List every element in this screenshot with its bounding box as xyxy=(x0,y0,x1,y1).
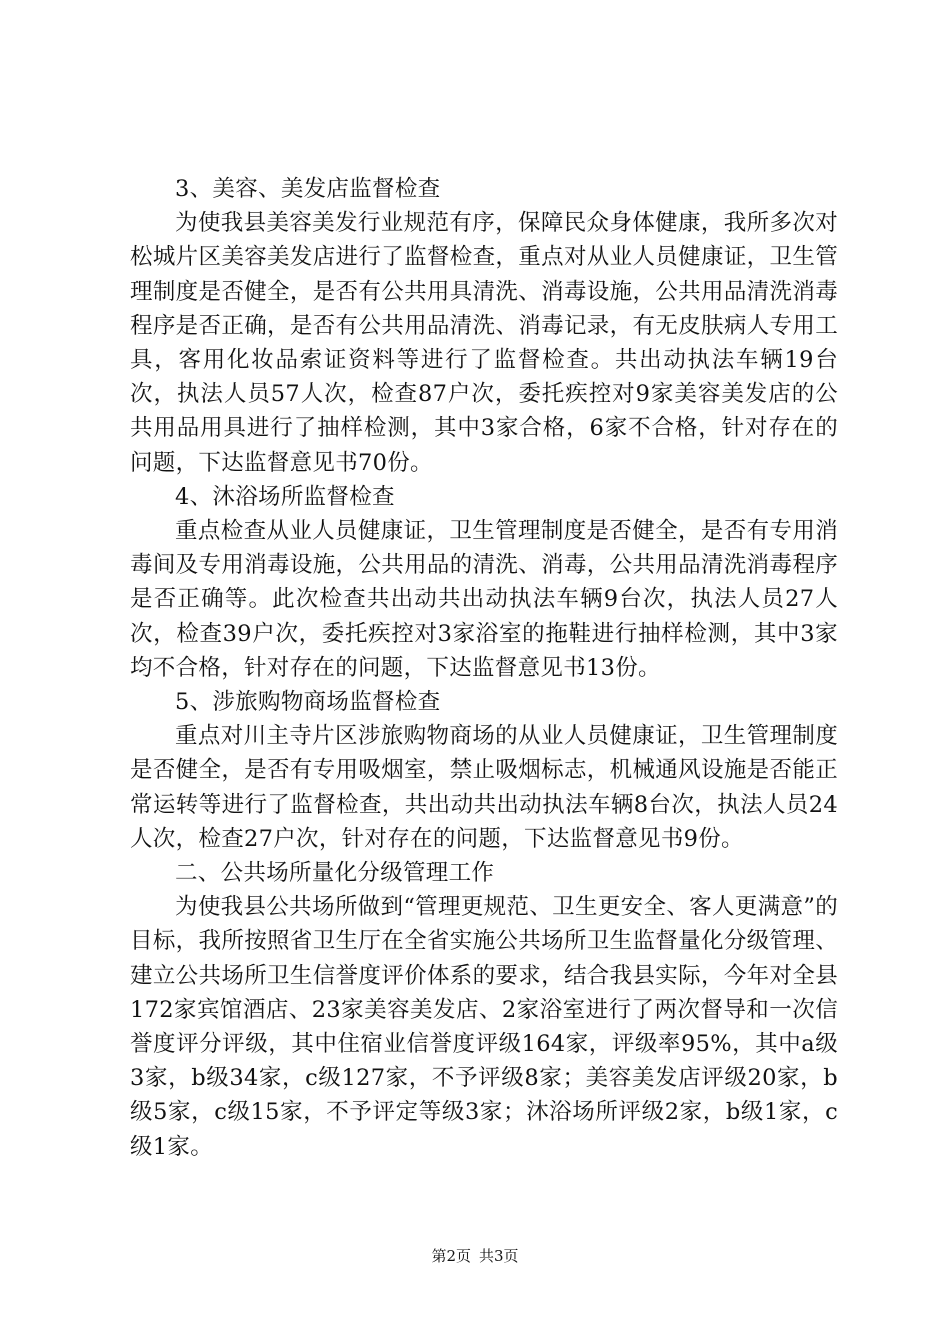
document-body xyxy=(130,172,838,1164)
section-heading-bathing: 4、沐浴场所监督检查 xyxy=(175,483,395,510)
paragraph-shopping-mall: 重点对川主寺片区涉旅购物商场的从业人员健康证，卫生管理制度是否健全，是否有专用吸烟室，禁止吸烟标志，机械通风设施是否能正常运转等进行了监督检查，共出动共出动执法车辆8台次，执法人员24人次，检查27户次，针对存在的问题，下达监督意见书9份。 xyxy=(130,723,838,852)
section-heading-quantified-grading: 二、公共场所量化分级管理工作 xyxy=(175,860,495,887)
paragraph-quantified-grading: 为使我县公共场所做到“管理更规范、卫生更安全、客人更满意”的目标，我所按照省卫生厅在全省实施公共场所卫生监督量化分级管理、建立公共场所卫生信誉度评价体系的要求，结合我县实际，今年对全县172家宾馆酒店、23家美容美发店、2家浴室进行了两次督导和一次信誉度评分评级，其中住宿业信誉度评级164家，评级率95%，其中a级3家，b级34家，c级127家，不予评级8家；美容美发店评级20家，b级5家，c级15家，不予评定等级3家；沐浴场所评级2家，b级1家，c级1家。 xyxy=(130,894,838,1160)
page-number-total: 共3页 xyxy=(479,1247,519,1265)
page-footer xyxy=(0,1246,950,1266)
paragraph-bathing: 重点检查从业人员健康证，卫生管理制度是否健全，是否有专用消毒间及专用消毒设施，公共用品的清洗、消毒，公共用品清洗消毒程序是否正确等。此次检查共出动共出动执法车辆9台次，执法人员27人次，检查39户次，委托疾控对3家浴室的拖鞋进行抽样检测，其中3家均不合格，针对存在的问题，下达监督意见书13份。 xyxy=(130,518,838,681)
page-number-current: 第2页 xyxy=(431,1247,471,1265)
paragraph-beauty-salon: 为使我县美容美发行业规范有序，保障民众身体健康，我所多次对松城片区美容美发店进行了监督检查，重点对从业人员健康证，卫生管理制度是否健全，是否有公共用具清洗、消毒设施，公共用品清洗消毒程序是否正确，是否有公共用品清洗、消毒记录，有无皮肤病人专用工具，客用化妆品索证资料等进行了监督检查。共出动执法车辆19台次，执法人员57人次，检查87户次，委托疾控对9家美容美发店的公共用品用具进行了抽样检测，其中3家合格，6家不合格，针对存在的问题，下达监督意见书70份。 xyxy=(130,210,838,476)
section-heading-beauty-salon: 3、美容、美发店监督检查 xyxy=(175,176,441,202)
section-heading-shopping-mall: 5、涉旅购物商场监督检查 xyxy=(175,689,441,716)
